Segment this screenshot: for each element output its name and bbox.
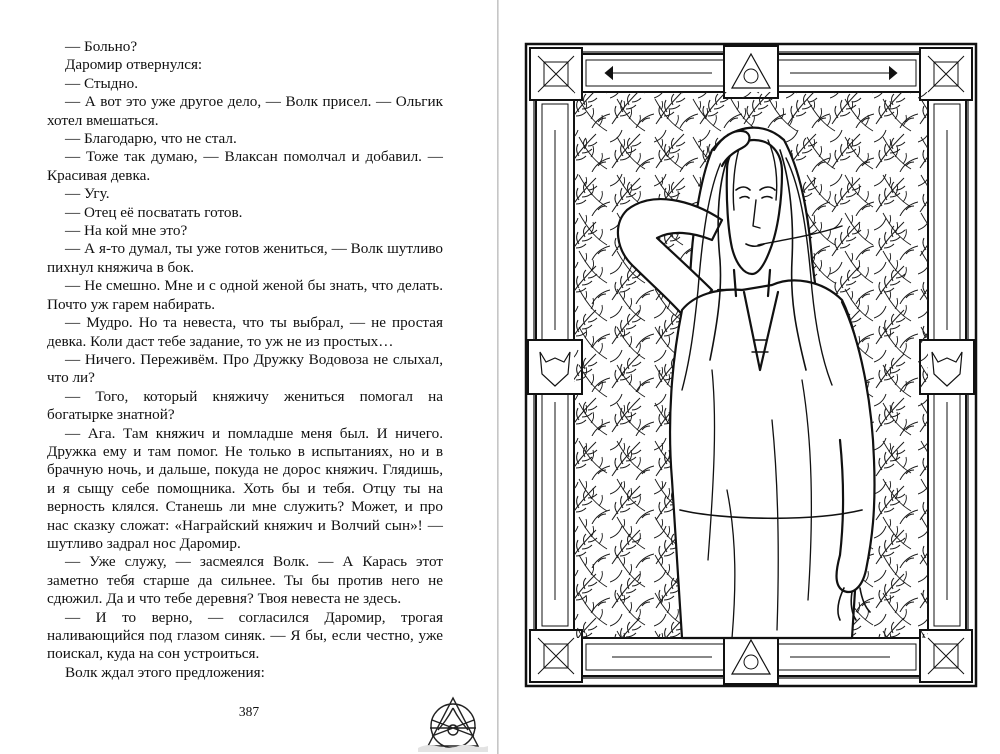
paragraph: — На кой мне это? — [65, 222, 188, 240]
paragraph: — Уже служу, — засмеялся Волк. — А Карась этот заметно тебя старше да сильнее. Ты бы против него не сдюжил. Да и что тебе деревня? Твоя невеста не здесь. — [47, 553, 443, 608]
paragraph: — Отец её посватать готов. — [65, 203, 243, 221]
body-text — [47, 38, 443, 682]
paragraph: — Стыдно. — [65, 74, 139, 92]
paragraph: — Ага. Там княжич и помладше меня был. И ничего. Дружка ему и там помог. Не только в испытаниях, но и в брачную ночь, и дальше, покуда не дорос княжич. Глядишь, и я сыщу себе помощника. Хоть бы и тебя. Отцу ты на верность клялся. Станешь ли мне служить? Может, и про нас сказку сложат: «Награйский княжич и Волчий сын»! — шутливо задрал нос Даромир. — [47, 424, 443, 552]
paragraph: — Не смешно. Мне и с одной женой бы знать, что делать. Почто уж гарем набирать. — [47, 277, 443, 313]
paragraph: — Благодарю, что не стал. — [65, 130, 237, 148]
paragraph: — Мудро. Но та невеста, что ты выбрал, — не простая девка. Коли даст тебе задание, то уж не из простых… — [47, 314, 443, 350]
left-page — [0, 0, 498, 754]
triangle-emblem-icon — [418, 690, 488, 752]
paragraph: — А я-то думал, ты уже готов жениться, — Волк шутливо пихнул княжича в бок. — [47, 240, 443, 276]
page-gutter — [497, 0, 499, 754]
paragraph: — И то верно, — согласился Даромир, трогая наливающийся под глазом синяк. — Я бы, если честно, уже поискал, куда на сон устроиться. — [47, 608, 443, 663]
paragraph: — Угу. — [65, 185, 110, 203]
paragraph: Даромир отвернулся: — [65, 56, 203, 74]
paragraph: — Больно? — [65, 38, 138, 55]
right-page — [500, 0, 1000, 754]
character-illustration — [522, 40, 980, 690]
paragraph: Волк ждал этого предложения: — [65, 663, 265, 681]
paragraph: — Тоже так думаю, — Влаксан помолчал и добавил. — Красивая девка. — [47, 148, 443, 184]
paragraph: — Того, который княжичу жениться помогал на богатырке знатной? — [47, 387, 443, 424]
page-number: 387 — [238, 704, 260, 719]
paragraph: — Ничего. Переживём. Про Дружку Водовоза не слыхал, что ли? — [47, 350, 443, 387]
paragraph: — А вот это уже другое дело, — Волк присел. — Ольгик хотел вмешаться. — [47, 93, 443, 129]
